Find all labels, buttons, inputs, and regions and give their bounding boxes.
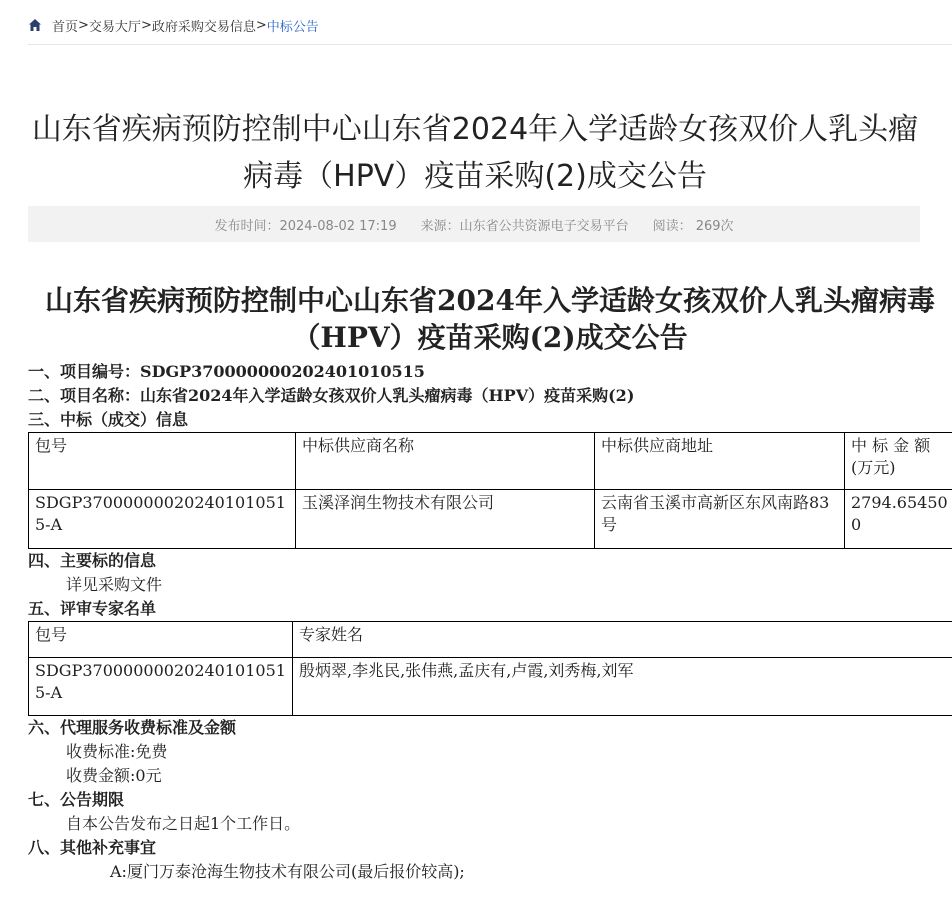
supplier-address-cell: 云南省玉溪市高新区东风南路83号 — [595, 490, 845, 549]
breadcrumb — [28, 15, 319, 35]
breadcrumb-current[interactable]: 中标公告 — [266, 19, 319, 35]
package-number-cell: SDGP370000000202401010515-A — [29, 658, 293, 716]
award-table — [28, 432, 952, 549]
fee-standard: 收费标准:免费 — [66, 742, 168, 761]
publish-time: 发布时间：2024-08-02 17:19 — [214, 218, 397, 234]
table-row — [29, 490, 952, 549]
section-notice-period: 七、公告期限 — [28, 790, 125, 809]
breadcrumb-divider — [28, 44, 952, 45]
project-number-value: SDGP370000000202401010515 — [140, 362, 425, 381]
section-project-name — [28, 384, 952, 408]
breadcrumb-home[interactable]: 首页 — [52, 19, 79, 35]
header-cell: 中 标 金 额(万元) — [845, 433, 952, 490]
header-cell: 包号 — [29, 433, 296, 490]
expert-table — [28, 621, 952, 716]
header-cell: 包号 — [29, 622, 293, 658]
source: 来源：山东省公共资源电子交易平台 — [420, 218, 629, 234]
home-icon[interactable] — [28, 18, 42, 32]
subject-info-text: 详见采购文件 — [66, 575, 163, 594]
project-number-label: 一、项目编号： — [28, 362, 141, 381]
section-award-heading: 三、中标（成交）信息 — [28, 410, 189, 429]
project-name-value: 山东省2024年入学适龄女孩双价人乳头瘤病毒（HPV）疫苗采购(2) — [140, 386, 635, 405]
article-meta-bar — [28, 206, 920, 242]
expert-names-cell: 殷炳翠,李兆民,张伟燕,孟庆有,卢霞,刘秀梅,刘军 — [293, 658, 952, 716]
breadcrumb-separator: > — [255, 17, 267, 33]
table-header-row — [29, 433, 952, 490]
breadcrumb-gov-procurement[interactable]: 政府采购交易信息 — [151, 19, 256, 35]
announcement-body — [28, 282, 952, 884]
read-count: 阅读： 269次 — [652, 218, 734, 234]
page-title: 山东省疾病预防控制中心山东省2024年入学适龄女孩双价人乳头瘤病毒（HPV）疫苗采购(2)成交公告 — [31, 112, 919, 195]
table-header-row — [29, 622, 952, 658]
header-cell: 中标供应商地址 — [595, 433, 845, 490]
fee-amount: 收费金额:0元 — [66, 766, 162, 785]
section-other-matters: 八、其他补充事宜 — [28, 838, 157, 857]
package-number-cell: SDGP370000000202401010515-A — [29, 490, 296, 549]
section-project-number — [28, 360, 952, 384]
project-name-label: 二、项目名称： — [28, 386, 141, 405]
breadcrumb-separator: > — [78, 17, 89, 33]
other-matters-text: A:厦门万泰沧海生物技术有限公司(最后报价较高); — [110, 862, 465, 881]
table-row — [29, 658, 952, 716]
breadcrumb-trading-hall[interactable]: 交易大厅 — [88, 19, 141, 35]
notice-period-text: 自本公告发布之日起1个工作日。 — [66, 814, 301, 833]
section-experts: 五、评审专家名单 — [28, 599, 157, 618]
section-agency-fee: 六、代理服务收费标准及金额 — [28, 718, 237, 737]
award-amount-cell: 2794.654500 — [845, 490, 952, 549]
header-cell: 中标供应商名称 — [296, 433, 595, 490]
header-cell: 专家姓名 — [293, 622, 952, 658]
document-title: 山东省疾病预防控制中心山东省2024年入学适龄女孩双价人乳头瘤病毒（HPV）疫苗采购(2)成交公告 — [45, 284, 935, 354]
breadcrumb-separator: > — [140, 17, 152, 33]
section-subject-info: 四、主要标的信息 — [28, 551, 157, 570]
supplier-name-cell: 玉溪泽润生物技术有限公司 — [296, 490, 595, 549]
